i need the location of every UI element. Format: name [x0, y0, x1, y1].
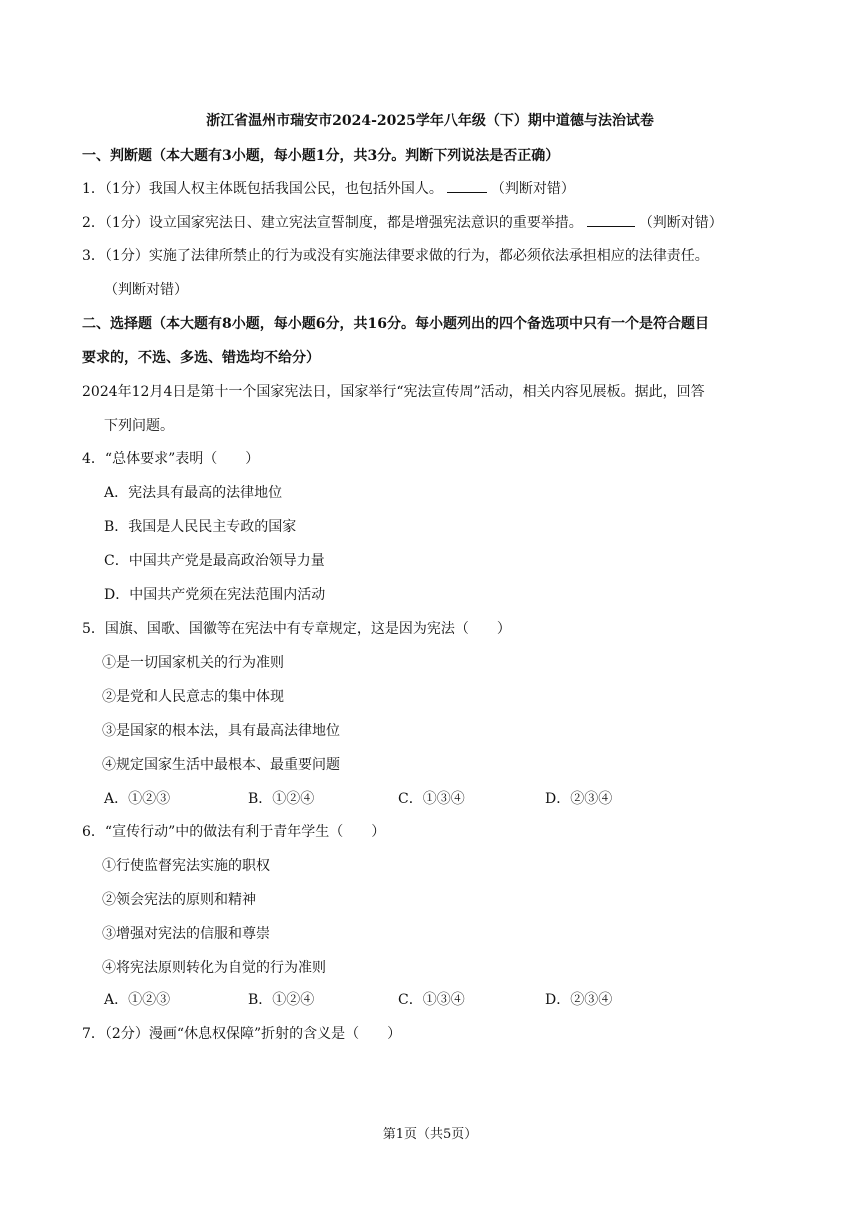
- question-5-item-4: ④规定国家生活中最根本、最重要问题: [102, 757, 340, 773]
- question-6-item-3: ③增强对宪法的信服和尊崇: [102, 926, 270, 942]
- section2-intro-line2: 下列问题。: [104, 418, 174, 434]
- answer-blank-2[interactable]: [587, 212, 635, 227]
- question-6-stem: 6．“宣传行动”中的做法有利于青年学生（ ）: [82, 824, 386, 840]
- question-1: [82, 178, 575, 199]
- section2-heading-line2: 要求的，不选、多选、错选均不给分）: [82, 350, 320, 366]
- question-6-option-b[interactable]: B．①②④: [248, 992, 315, 1008]
- question-5-option-a[interactable]: A．①②③: [104, 791, 171, 807]
- question-6-item-2: ②领会宪法的原则和精神: [102, 892, 256, 908]
- question-6-options: [0, 990, 860, 1010]
- question-5-stem: 5．国旗、国歌、国徽等在宪法中有专章规定，这是因为宪法（ ）: [82, 621, 511, 637]
- question-7-stem: 7．（2分）漫画“休息权保障”折射的含义是（ ）: [82, 1026, 402, 1042]
- question-2-suffix: （判断对错）: [638, 215, 723, 231]
- answer-blank-1[interactable]: [447, 178, 487, 193]
- question-1-text: 1．（1分）我国人权主体既包括我国公民，也包括外国人。: [82, 181, 443, 197]
- question-4-option-c[interactable]: C．中国共产党是最高政治领导力量: [104, 553, 325, 569]
- question-5-option-d[interactable]: D．②③④: [545, 791, 613, 807]
- question-4-option-a[interactable]: A．宪法具有最高的法律地位: [104, 485, 283, 501]
- question-4-option-d[interactable]: D．中国共产党须在宪法范围内活动: [104, 587, 326, 603]
- question-5-item-3: ③是国家的根本法，具有最高法律地位: [102, 723, 340, 739]
- exam-title: 浙江省温州市瑞安市2024-2025学年八年级（下）期中道德与法治试卷: [206, 113, 654, 129]
- page-footer: 第1页（共5页）: [382, 1127, 478, 1142]
- question-5-option-c[interactable]: C．①③④: [398, 791, 465, 807]
- question-5-option-b[interactable]: B．①②④: [248, 791, 315, 807]
- question-6-option-d[interactable]: D．②③④: [545, 992, 613, 1008]
- section1-heading: 一、判断题（本大题有3小题，每小题1分，共3分。判断下列说法是否正确）: [82, 148, 560, 164]
- question-2: [82, 212, 723, 233]
- question-6-option-a[interactable]: A．①②③: [104, 992, 171, 1008]
- question-5-item-2: ②是党和人民意志的集中体现: [102, 689, 284, 705]
- question-6-item-4: ④将宪法原则转化为自觉的行为准则: [102, 960, 326, 976]
- question-5-options: [0, 789, 860, 809]
- question-4-option-b[interactable]: B．我国是人民民主专政的国家: [104, 519, 297, 535]
- question-5-item-1: ①是一切国家机关的行为准则: [102, 655, 284, 671]
- question-4-stem: 4．“总体要求”表明（ ）: [82, 451, 260, 467]
- question-1-suffix: （判断对错）: [490, 181, 575, 197]
- question-6-item-1: ①行使监督宪法实施的职权: [102, 858, 270, 874]
- question-2-text: 2．（1分）设立国家宪法日、建立宪法宣誓制度，都是增强宪法意识的重要举措。: [82, 215, 583, 231]
- section2-intro-line1: 2024年12月4日是第十一个国家宪法日，国家举行“宪法宣传周”活动，相关内容见展板。据此，回答: [82, 384, 705, 400]
- section2-heading-line1: 二、选择题（本大题有8小题，每小题6分，共16分。每小题列出的四个备选项中只有一个是符合题目: [82, 316, 709, 332]
- question-3-suffix: （判断对错）: [104, 282, 188, 298]
- question-3: 3．（1分）实施了法律所禁止的行为或没有实施法律要求做的行为，都必须依法承担相应的法律责任。: [82, 248, 709, 264]
- question-6-option-c[interactable]: C．①③④: [398, 992, 465, 1008]
